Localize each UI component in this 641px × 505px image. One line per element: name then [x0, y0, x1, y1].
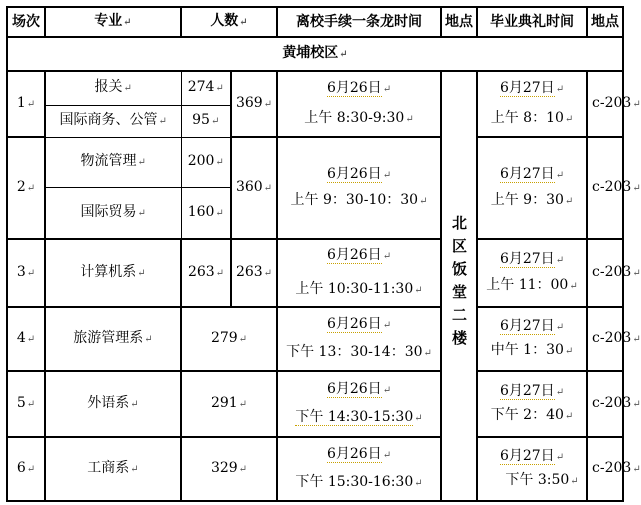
major-cell: 国际贸易↵: [45, 187, 181, 239]
count-cell: 274↵: [181, 71, 231, 105]
total-cell: 369↵: [231, 71, 277, 137]
grad-location-cell: c-203↵: [587, 371, 623, 437]
grad-time-cell: 6月27日↵ 上午 9：30↵: [477, 137, 587, 239]
grad-time-cell: 6月27日↵ 上午 11：00↵: [477, 239, 587, 307]
graduation-schedule-table: [6, 6, 641, 502]
major-cell: 计算机系↵: [45, 239, 181, 307]
major-cell: 工商系↵: [45, 437, 181, 501]
campus-title: 黄埔校区↵: [7, 37, 623, 71]
leave-time-cell: 6月26日↵ 上午 10:30-11:30↵: [277, 239, 441, 307]
session-cell: 4↵: [7, 307, 45, 371]
table-row: [7, 307, 623, 371]
table-row: [7, 239, 623, 307]
count-cell: 279↵: [181, 307, 277, 371]
grad-time-cell: 6月27日↵ 下午 3:50↵: [477, 437, 587, 501]
session-cell: 6↵: [7, 437, 45, 501]
count-cell: 263↵: [181, 239, 231, 307]
grad-time-cell: 6月27日↵ 中午 1：30↵: [477, 307, 587, 371]
table-row: [7, 371, 623, 437]
count-cell: 200↵: [181, 137, 231, 187]
header-grad-time: 毕业典礼时间: [477, 7, 587, 37]
table-row: [7, 437, 623, 501]
total-cell: 360↵: [231, 137, 277, 239]
grad-time-cell: 6月27日↵ 下午 2：40↵: [477, 371, 587, 437]
grad-location-cell: c-203↵: [587, 137, 623, 239]
header-row: [7, 7, 623, 37]
leave-time-cell: 6月26日↵ 上午 9：30-10：30↵: [277, 137, 441, 239]
shared-location-cell: [441, 71, 477, 501]
grad-location-cell: c-203↵: [587, 239, 623, 307]
session-cell: 3↵: [7, 239, 45, 307]
shared-location: 北区饭堂二楼: [450, 214, 469, 353]
count-cell: 95↵: [181, 105, 231, 137]
session-cell: 2↵: [7, 137, 45, 239]
leave-time-cell: 6月26日↵ 上午 8:30-9:30↵: [277, 71, 441, 137]
grad-time-cell: 6月27日↵ 上午 8：10↵: [477, 71, 587, 137]
document-page: [6, 6, 641, 500]
header-major: 专业↵: [45, 7, 181, 37]
header-session: 场次: [7, 7, 45, 37]
session-cell: 5↵: [7, 371, 45, 437]
grad-location-cell: c-203↵: [587, 437, 623, 501]
count-cell: 160↵: [181, 187, 231, 239]
leave-time-cell: 6月26日↵ 下午 14:30-15:30↵: [277, 371, 441, 437]
header-grad-location: 地点: [587, 7, 623, 37]
leave-time-cell: 6月26日↵ 下午 13：30-14：30↵: [277, 307, 441, 371]
campus-row: [7, 37, 623, 71]
grad-location-cell: c-203↵: [587, 71, 623, 137]
header-count: 人数↵: [181, 7, 277, 37]
grad-location-cell: c-203↵: [587, 307, 623, 371]
count-cell: 329↵: [181, 437, 277, 501]
total-cell: 263↵: [231, 239, 277, 307]
header-leave-time: 离校手续一条龙时间: [277, 7, 441, 37]
major-cell: 旅游管理系↵: [45, 307, 181, 371]
header-location: 地点: [441, 7, 477, 37]
count-cell: 291↵: [181, 371, 277, 437]
table-row: [7, 71, 623, 105]
major-cell: 物流管理↵: [45, 137, 181, 187]
session-cell: 1↵: [7, 71, 45, 137]
major-cell: 外语系↵: [45, 371, 181, 437]
major-cell: 报关↵: [45, 71, 181, 105]
table-row: [7, 137, 623, 187]
leave-time-cell: 6月26日↵ 下午 15:30-16:30↵: [277, 437, 441, 501]
major-cell: 国际商务、公管↵: [45, 105, 181, 137]
